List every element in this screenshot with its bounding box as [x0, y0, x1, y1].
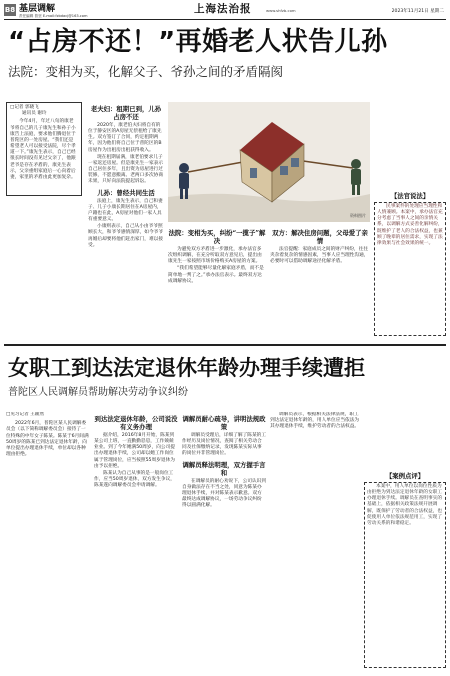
case-box-title: 【案例点评】	[385, 472, 425, 480]
article1-col-2	[88, 102, 164, 340]
section-heading: 调解员释法明理，双方握手言和	[182, 460, 266, 477]
article2-col-4	[270, 412, 360, 672]
article2-intro: 2022年6月，普陀区某人民调解委员会（以下简称调解委员会）接待了一位特殊的中年女子陈某。陈某于6月间满50周岁的陈某已到达法定退休年龄，向单位提出办理退休手续，单位却以各种理由拒绝。	[6, 421, 89, 457]
section-heading: 双方：解决住房问题，父母爱了亲情	[272, 229, 368, 245]
article1-right-col	[374, 102, 446, 340]
article-divider	[4, 344, 446, 346]
article2-col-3	[182, 412, 266, 672]
section-title: 基层调解	[19, 4, 56, 14]
article1-byline-col	[6, 102, 82, 196]
section-heading: 儿孙：曾经共同生活	[97, 188, 155, 197]
masthead	[4, 4, 446, 18]
verdict-box-text: 民事案件的处理应当理性和人情兼顾。本案中，承办法官充分考虑了当事人之间的亲情关系，以调解方式妥善化解纠纷，既维护了老人的合法权益，也兼顾了晚辈的居住需求，实现了法律效果与社会效果的统一。	[377, 204, 443, 246]
paragraph: 在调解员的耐心劝说下，公司认识到自身做法存在不当之处，同意为陈某办理退休手续，并对陈某表示歉意。双方最终达成调解协议，一场劳动争议纠纷得以圆满化解。	[182, 478, 266, 509]
paragraph: 法庭上，康先生表示，自己和妻子、儿子小康长期居住在A房屋内，户籍也在此，A房屋对他们一家人具有重要意义。	[88, 198, 163, 223]
paper-logo: 上海法治报	[194, 3, 252, 15]
article1-intro: 今年4月，年过八旬的康老爷将自己的儿子康先生和孙子小康告上法庭，要求他们腾退位于普陀区的一处房屋。“我们还是希望老人可以接受法院，尽个孝道一下。”康先生表示，自己已经很长时间没有见过父亲了，他跟老爷是存在矛盾的，康先生表示，父亲重组家庭后一心向着后妻，家里的矛盾由此更加复杂。	[10, 119, 76, 180]
image-credit: 资料图片	[350, 213, 366, 218]
paragraph: 陈某认为自己从事的是一般岗位工作，应当50周岁退休，双方发生争议，陈某遂向调解委员会申请调解。	[94, 470, 175, 489]
paragraph: “我们希望能够尽量化解家庭矛盾，而不是简单地一判了之。”承办法官表示。最终双方达成调解协议。	[168, 266, 264, 284]
article2-headline: 女职工到达法定退休年龄办理手续遭拒	[8, 356, 365, 380]
paragraph: 调解员受理后，详细了解了陈某的工作经历及岗位情况，查阅了相关劳动合同及社保缴纳记录，发现陈某实际从事的岗位并非管理岗位。	[182, 433, 266, 457]
byline-correspondent: 通讯员 谢玲	[22, 111, 47, 117]
article1-col-3	[168, 226, 266, 340]
article1-subheadline: 法院：变相为买，化解父子、爷孙之间的矛盾隔阂	[8, 64, 284, 79]
paragraph: 小康则表示，自己从小由爷爷照顾长大，和爷爷感情深厚，如今爷爷再婚后却要将他们赶出家门，难以接受。	[88, 224, 164, 248]
case-box-frame	[364, 482, 446, 668]
case-box-text: 本案中，用人单位以岗位性质为由拒绝为到达法定退休年龄的女职工办理退休手续。调解员在查明事实的基础上，依据相关政策法规开展调解，既保护了劳动者的合法权益，也促使用人单位依法规范用工，实现了劳动关系的和谐稳定。	[367, 484, 443, 526]
section-heading: 法院：变相为买，纠纷“一揽子”解决	[168, 229, 266, 245]
article1-illustration	[168, 102, 370, 222]
issue-date: 2023年11月21日 星期二	[391, 9, 444, 14]
editor-line: 责任编辑 曾坚 E-mail:fzbdacj@163.com	[19, 14, 88, 18]
article1-headline: “占房不还！”再婚老人状告儿孙	[8, 27, 388, 57]
article1-col-4	[270, 226, 370, 340]
masthead-rule	[4, 19, 446, 20]
page-number: B8	[4, 6, 16, 14]
paragraph: 2020年，康老伯夫妇将自有的位于静安区的A房屋无偿租给了康先生。双方签订了合同，约定租期两年，因为他们将自己位于普陀区的B房屋作为出租房出租获得收入。	[88, 123, 162, 153]
paragraph: 据介绍，2016年8月开始，陈某到某公司上班，一直勤勤恳恳，工作兢兢业业。到了今年她满50周岁，向公司提出办理退休手续，公司却以她工作岗位属于管理岗位，应当按照55周岁退休为由予以拒绝。	[94, 433, 175, 469]
article2-right-col	[364, 412, 446, 672]
paper-url: www.shfzb.com	[266, 8, 296, 13]
verdict-box-title: 【法官说法】	[390, 192, 430, 200]
article2-col-2	[94, 412, 178, 672]
paragraph: 法官提醒：家庭成员之间的财产纠纷，往往夹杂着复杂的情感因素，当事人应当理性沟通，必要时可以借助调解途径化解矛盾。	[270, 247, 369, 265]
byline-reporter: □记者 郭晓飞	[10, 105, 39, 110]
paragraph: 为避免双方矛盾进一步激化，承办法官多次组织调解，在充分听取双方意见后，提出由康先生一家按照市场价格购买A房屋的方案。	[168, 247, 262, 265]
section-heading: 老夫妇：租期已到，儿孙占房不还	[90, 105, 162, 121]
paragraph: 调解员表示，根据相关法律法规，职工到达法定退休年龄的，用人单位应当依法为其办理退休手续，维护劳动者的合法权益。	[270, 412, 360, 430]
article2-col-1	[6, 412, 90, 672]
article2-subheadline: 普陀区人民调解员帮助解决劳动争议纠纷	[8, 387, 188, 398]
section-heading: 调解员耐心疏导，讲明法规政策	[182, 415, 266, 431]
section-heading: 到达法定退休年龄，公司说没有义务办理	[94, 415, 178, 431]
house-tug-of-war-illustration	[168, 102, 370, 222]
paragraph: 现在租期届满，康老伯要求儿子一家返还房屋。但是康先生一家表示自己居住多年，且出资为房屋进行过装修，不愿意搬离。老两口多次协商未果，只好向法院提起诉讼。	[88, 154, 164, 185]
page-number-badge	[4, 4, 16, 16]
article2-byline: □见习记者 王颖然	[6, 412, 44, 417]
verdict-box-frame	[374, 202, 446, 336]
